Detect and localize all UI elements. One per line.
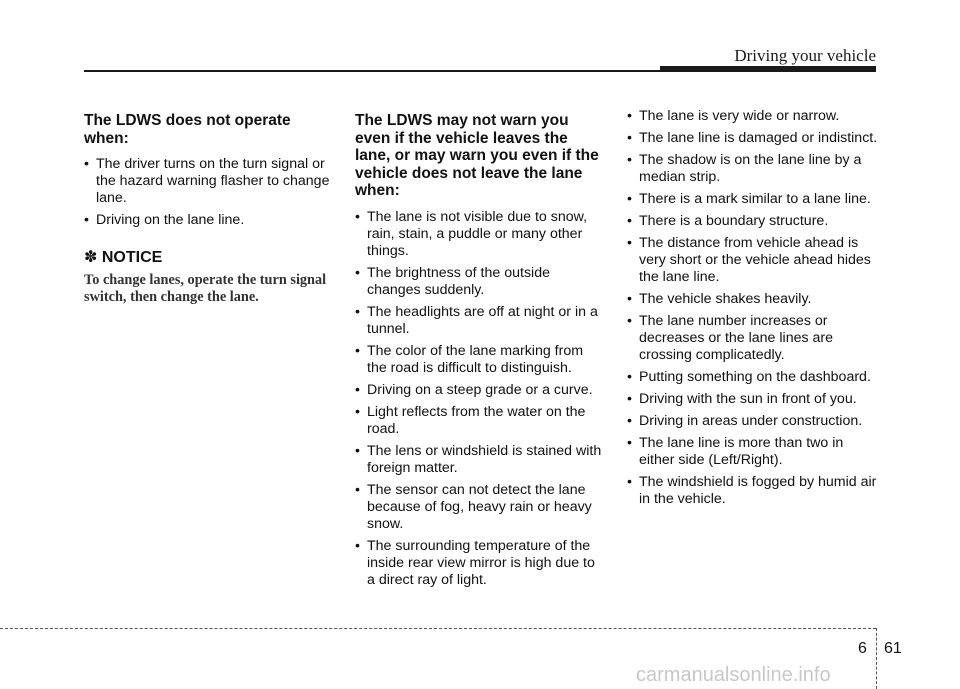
section-title: Driving your vehicle: [734, 46, 876, 65]
list-item: • The sensor can not detect the lane because of fog, heavy rain or heavy snow.: [355, 481, 592, 532]
list-item: • Driving in areas under construction.: [627, 413, 863, 429]
list-item: • The headlights are off at night or in a tunnel.: [355, 303, 598, 337]
notice-text: To change lanes, operate the turn signal switch, then change the lane.: [84, 272, 327, 305]
page-number: 61: [884, 640, 902, 657]
heading-does-not-operate: The LDWS does not operate when:: [84, 112, 291, 147]
column-2: [355, 112, 606, 594]
list-item: • The lane line is damaged or indistinct.: [627, 130, 878, 146]
heading-may-not-warn: The LDWS may not warn you even if the vehicle leaves the lane, or may warn you even if the vehicle does not leave the lane when:: [355, 112, 599, 199]
list-item: • There is a boundary structure.: [627, 213, 829, 229]
list-item: • The distance from vehicle ahead is very short or the vehicle ahead hides the lane line.: [627, 235, 871, 285]
list-item: • The lane is not visible due to snow, rain, stain, a puddle or many other things.: [355, 208, 588, 259]
list-item: • The color of the lane marking from the road is difficult to distinguish.: [355, 342, 584, 376]
list-item: • Driving on the lane line.: [84, 212, 245, 228]
bullet-list-2: [355, 209, 606, 589]
list-item: • The shadow is on the lane line by a median strip.: [627, 152, 862, 185]
list-item: • The lane number increases or decreases or the lane lines are crossing complicatedly.: [627, 313, 834, 363]
column-1: [84, 112, 336, 306]
list-item: • The driver turns on the turn signal or the hazard warning flasher to change lane.: [84, 156, 330, 206]
bullet-list-3: [627, 108, 879, 508]
list-item: • The lane is very wide or narrow.: [627, 108, 840, 124]
list-item: • Driving on a steep grade or a curve.: [355, 381, 593, 398]
watermark: carmanualsonline.info: [636, 664, 831, 686]
list-item: • Light reflects from the water on the road.: [355, 403, 586, 437]
header-rule: [84, 70, 664, 72]
list-item: • The windshield is fogged by humid air in the vehicle.: [627, 474, 877, 507]
footer-rule: [0, 628, 876, 629]
header-rule-accent: [660, 66, 876, 72]
bullet-list-1: [84, 156, 336, 229]
list-item: • The surrounding temperature of the inside rear view mirror is high due to a direct ray of light.: [355, 537, 595, 588]
list-item: • Driving with the sun in front of you.: [627, 391, 857, 407]
list-item: • Putting something on the dashboard.: [627, 369, 871, 385]
chapter-number: 6: [858, 640, 867, 657]
footer-divider: [876, 628, 877, 689]
list-item: • There is a mark similar to a lane line.: [627, 191, 871, 207]
list-item: • The lens or windshield is stained with foreign matter.: [355, 442, 602, 476]
column-3: [627, 108, 879, 513]
list-item: • The vehicle shakes heavily.: [627, 291, 812, 307]
list-item: • The brightness of the outside changes suddenly.: [355, 264, 550, 298]
list-item: • The lane line is more than two in either side (Left/Right).: [627, 435, 844, 468]
notice-star-icon: ✽: [84, 249, 98, 266]
notice-heading: ✽ NOTICE: [84, 249, 163, 266]
